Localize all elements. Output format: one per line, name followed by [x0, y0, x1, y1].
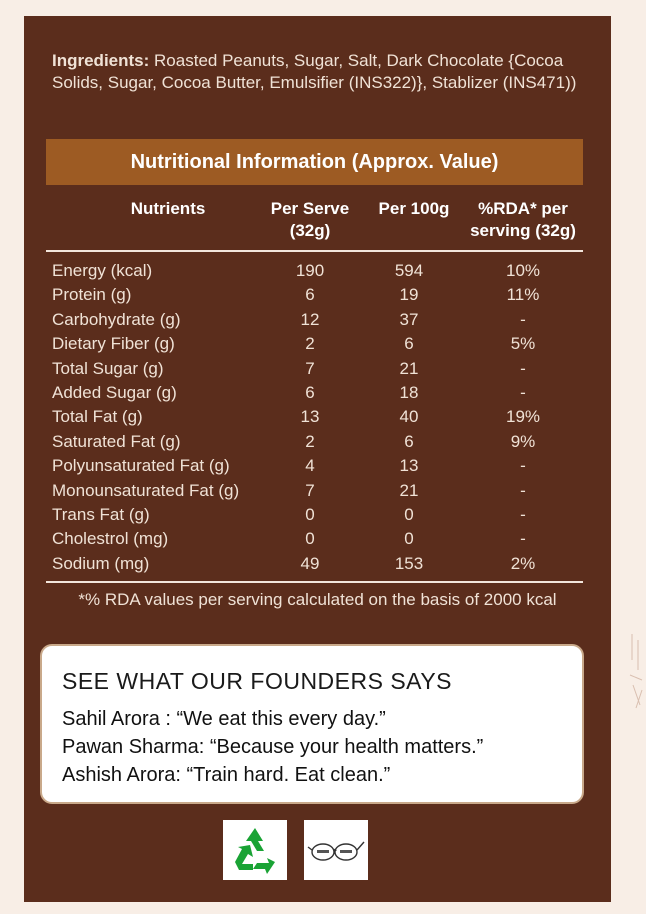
founder-quote: Ashish Arora: “Train hard. Eat clean.”	[62, 764, 391, 786]
nutrient-name: Total Sugar (g)	[52, 358, 164, 378]
per-100g-value: 6	[404, 431, 414, 451]
per-100g-value: 6	[404, 334, 414, 354]
table-row	[24, 310, 611, 334]
rda-value: 2%	[510, 553, 536, 573]
nutrition-title: Nutritional Information (Approx. Value)	[46, 139, 583, 185]
nutrient-name: Protein (g)	[52, 285, 132, 305]
nutrient-name: Trans Fat (g)	[52, 505, 150, 524]
nutrient-name: Energy (kcal)	[52, 261, 153, 280]
rda-value: -	[520, 480, 526, 500]
rda-value: -	[520, 505, 526, 524]
header-rda-line1: %RDA* per	[478, 199, 568, 218]
header-rda-line2: serving (32g)	[470, 221, 576, 240]
background-decoration	[628, 630, 646, 710]
rda-value: 19%	[505, 407, 541, 427]
rda-value: -	[520, 383, 526, 402]
header-per-100g: Per 100g	[378, 199, 450, 218]
rda-footnote: *% RDA values per serving calculated on the basis of 2000 kcal	[78, 590, 557, 609]
per-100g-value: 21	[399, 358, 419, 378]
founder-quote: Sahil Arora : “We eat this every day.”	[62, 708, 386, 730]
per-100g-value: 21	[399, 480, 419, 500]
table-row	[24, 334, 611, 358]
table-row	[24, 505, 611, 529]
nutrient-name: Cholestrol (mg)	[52, 529, 169, 549]
header-rda	[458, 198, 588, 242]
rda-value: -	[520, 358, 526, 378]
per-serve-value: 0	[305, 529, 315, 549]
table-row	[24, 456, 611, 480]
ingredients-label: Ingredients:	[52, 51, 150, 70]
header-per-serve-line2: (32g)	[289, 221, 331, 240]
table-row	[24, 554, 611, 578]
per-100g-value: 13	[399, 456, 419, 476]
nutrient-name: Monounsaturated Fat (g)	[52, 480, 240, 500]
per-serve-value: 49	[300, 553, 320, 573]
per-100g-value: 594	[394, 261, 424, 280]
rda-value: -	[520, 309, 526, 329]
per-serve-value: 13	[300, 407, 320, 427]
per-serve-value: 12	[300, 309, 320, 329]
table-row	[24, 407, 611, 431]
table-row	[24, 359, 611, 383]
rda-value: 5%	[510, 334, 536, 354]
swachh-bharat-glasses-icon	[306, 830, 366, 870]
nutrition-panel	[24, 16, 611, 902]
nutrient-name: Saturated Fat (g)	[52, 431, 181, 451]
per-100g-value: 40	[399, 407, 419, 427]
rda-value: 11%	[506, 285, 540, 305]
table-bottom-divider	[46, 581, 583, 583]
nutrient-name: Polyunsaturated Fat (g)	[52, 456, 230, 476]
table-row	[24, 285, 611, 309]
per-serve-value: 7	[305, 480, 315, 500]
per-serve-value: 190	[295, 261, 325, 280]
per-100g-value: 153	[394, 553, 424, 573]
table-row	[24, 481, 611, 505]
ingredients-text	[52, 50, 592, 94]
nutrient-name: Carbohydrate (g)	[52, 309, 181, 329]
per-serve-value: 0	[305, 505, 315, 524]
per-100g-value: 19	[399, 285, 419, 305]
per-100g-value: 0	[404, 529, 414, 549]
per-serve-value: 7	[305, 358, 315, 378]
header-nutrients: Nutrients	[130, 199, 206, 218]
swachh-badge	[304, 820, 368, 880]
nutrient-name: Sodium (mg)	[52, 553, 150, 573]
per-100g-value: 37	[399, 309, 419, 329]
per-serve-value: 2	[305, 431, 315, 451]
table-row	[24, 383, 611, 407]
table-row	[24, 529, 611, 553]
nutrient-name: Total Fat (g)	[52, 407, 143, 427]
header-per-serve	[260, 198, 360, 242]
per-100g-value: 18	[399, 383, 419, 402]
rda-value: 9%	[510, 431, 536, 451]
founders-card	[40, 644, 584, 804]
per-serve-value: 6	[305, 285, 315, 305]
founders-title: SEE WHAT OUR FOUNDERS SAYS	[62, 668, 452, 694]
table-row	[24, 432, 611, 456]
founder-quote: Pawan Sharma: “Because your health matters.”	[62, 736, 484, 758]
per-serve-value: 2	[305, 334, 315, 354]
nutrient-name: Added Sugar (g)	[52, 383, 177, 402]
ingredients-list: Roasted Peanuts, Sugar, Salt, Dark Chocolate {Cocoa Solids, Sugar, Cocoa Butter, Emulsifier (INS322)}, Stablizer (INS471))	[52, 51, 577, 92]
per-100g-value: 0	[404, 505, 414, 524]
rda-value: -	[520, 529, 526, 549]
header-per-serve-line1: Per Serve	[270, 199, 350, 218]
table-row	[24, 261, 611, 285]
per-serve-value: 6	[305, 383, 315, 402]
per-serve-value: 4	[305, 456, 315, 476]
recycle-icon	[229, 824, 281, 876]
header-divider	[46, 250, 583, 252]
recycle-badge	[223, 820, 287, 880]
nutrient-name: Dietary Fiber (g)	[52, 334, 175, 354]
rda-value: 10%	[505, 261, 541, 280]
rda-value: -	[520, 456, 526, 476]
